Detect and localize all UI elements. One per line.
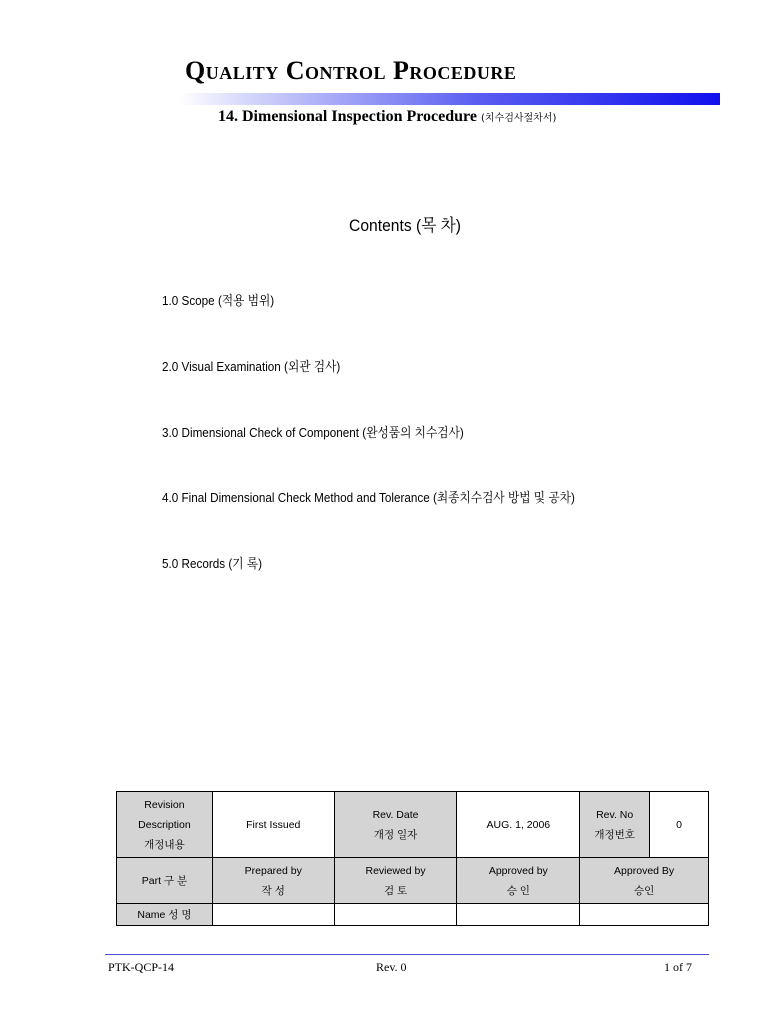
approved-by-name	[457, 904, 580, 926]
approved-by-label	[457, 858, 580, 904]
label-line: 개정 일자	[373, 828, 418, 841]
label-line: 개정번호	[594, 828, 635, 841]
label-line: Approved By	[614, 864, 675, 877]
table-row-revision	[117, 792, 709, 858]
approved-by-final-name	[580, 904, 709, 926]
reviewed-by-label	[334, 858, 457, 904]
label-line: Revision	[144, 798, 185, 811]
rev-date-label	[334, 792, 457, 858]
toc-item-scope: 1.0 Scope (적용 범위)	[162, 293, 275, 308]
footer-revision: Rev. 0	[376, 960, 407, 974]
toc-item-records: 5.0 Records (기 록)	[162, 556, 262, 571]
subtitle-korean: (치수검사절차서)	[480, 113, 557, 124]
label-line: Rev. Date	[372, 808, 419, 821]
label-line: Reviewed by	[365, 864, 426, 877]
label-line: Rev. No	[596, 808, 634, 821]
rev-date-value: AUG. 1, 2006	[457, 792, 580, 858]
label-line: Prepared by	[244, 864, 302, 877]
document-subtitle	[218, 108, 556, 126]
part-label: Part 구 분	[117, 858, 213, 904]
label-line: 작 성	[261, 884, 285, 897]
title-gradient-bar	[180, 93, 720, 105]
name-label: Name 성 명	[117, 904, 213, 926]
approved-by-final-label	[580, 858, 709, 904]
toc-item-visual-examination: 2.0 Visual Examination (외관 검사)	[162, 359, 341, 374]
footer-page-number: 1 of 7	[664, 960, 692, 974]
label-line: 승 인	[506, 884, 530, 897]
revision-description-label	[117, 792, 213, 858]
document-title: Quality Control Procedure	[185, 56, 517, 85]
revision-description-value: First Issued	[212, 792, 334, 858]
table-row-signoff-roles	[117, 858, 709, 904]
revision-table	[116, 791, 709, 926]
toc-item-dimensional-check: 3.0 Dimensional Check of Component (완성품의 치수검사)	[162, 425, 464, 440]
toc-item-final-dimensional-check: 4.0 Final Dimensional Check Method and Tolerance (최종치수검사 방법 및 공차)	[162, 490, 575, 505]
contents-heading: Contents (목 차)	[349, 216, 461, 235]
label-line: 검 토	[383, 884, 408, 897]
label-line: Approved by	[488, 864, 548, 877]
footer-divider	[105, 954, 709, 955]
rev-no-label	[580, 792, 650, 858]
subtitle-text: 14. Dimensional Inspection Procedure	[218, 108, 477, 125]
prepared-by-name	[212, 904, 334, 926]
prepared-by-label	[212, 858, 334, 904]
footer-doc-number: PTK-QCP-14	[108, 960, 175, 974]
label-line: 개정내용	[144, 838, 185, 851]
label-line: Description	[138, 818, 191, 831]
reviewed-by-name	[334, 904, 457, 926]
label-line: 승인	[633, 884, 655, 897]
rev-no-value: 0	[650, 792, 709, 858]
table-row-names	[117, 904, 709, 926]
